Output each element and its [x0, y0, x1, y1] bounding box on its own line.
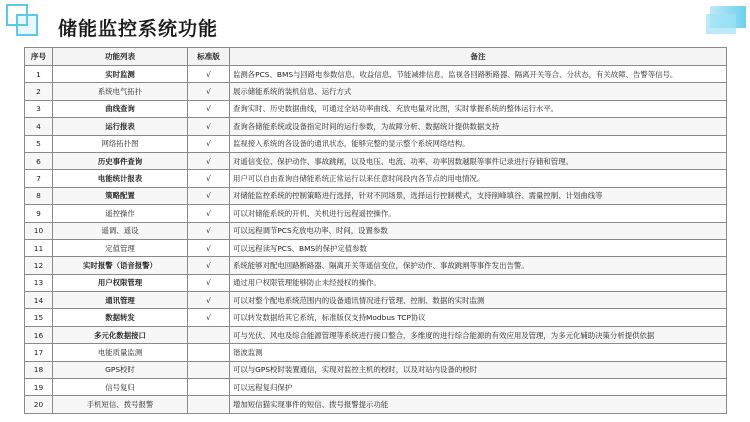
row-standard	[188, 396, 230, 413]
row-note: 对遥信变位、保护动作、事故跳闸，以及电压、电流、功率、功率因数越限等事件记录进行存储和管理。	[230, 152, 727, 169]
row-number: 4	[25, 118, 53, 135]
row-note: 监测各PCS、BMS与回路电参数信息、收益信息、节能减排信息，监视各回路断路器、隔离开关等合、分状态，有关故障、告警等信号。	[230, 66, 727, 83]
row-standard	[188, 379, 230, 396]
table-header-row	[25, 48, 727, 66]
row-note: 可以与GPS校时装置通信，实现对监控主机的校时，以及对站内设备的校时	[230, 361, 727, 378]
table-row	[25, 396, 727, 413]
row-function: 手机短信、拨号报警	[53, 396, 188, 413]
row-number: 8	[25, 187, 53, 204]
page-title: 储能监控系统功能	[58, 18, 219, 40]
corner-decoration-left	[6, 4, 46, 44]
table-row	[25, 100, 727, 117]
row-note: 可以远程读写PCS、BMS的保护定值参数	[230, 239, 727, 256]
row-number: 6	[25, 152, 53, 169]
row-note: 增加短信猫实现事件的短信、拨号报警提示功能	[230, 396, 727, 413]
row-standard: √	[188, 187, 230, 204]
table-row	[25, 344, 727, 361]
row-function: 电能统计报表	[53, 170, 188, 187]
row-note: 监视接入系统的各设备的通讯状态，能够完整的显示整个系统网络结构。	[230, 135, 727, 152]
row-note: 可以远程复归保护	[230, 379, 727, 396]
row-number: 5	[25, 135, 53, 152]
row-number: 20	[25, 396, 53, 413]
table-row	[25, 239, 727, 256]
row-note: 可与光伏、风电及综合能源管理等系统进行接口整合，多维度的进行综合能源的有效应用及管理，为多元化辅助决策分析提供依据	[230, 326, 727, 343]
table-row	[25, 274, 727, 291]
row-function: 通讯管理	[53, 292, 188, 309]
row-function: 运行报表	[53, 118, 188, 135]
row-standard: √	[188, 100, 230, 117]
table-row	[25, 326, 727, 343]
row-note: 展示储能系统的装机信息、运行方式	[230, 83, 727, 100]
row-function: 遥调、遥设	[53, 222, 188, 239]
row-note: 系统能够对配电回路断路器、隔离开关等遥信变位，保护动作、事故跳闸等事件发出告警。	[230, 257, 727, 274]
row-standard: √	[188, 222, 230, 239]
row-note: 可以对整个配电系统范围内的设备通讯情况进行管理、控制、数据的实时监测	[230, 292, 727, 309]
row-standard: √	[188, 292, 230, 309]
row-function: 系统电气拓扑	[53, 83, 188, 100]
row-number: 18	[25, 361, 53, 378]
table-row	[25, 222, 727, 239]
table-row	[25, 309, 727, 326]
row-standard: √	[188, 66, 230, 83]
header-function: 功能列表	[53, 48, 188, 66]
table-row	[25, 135, 727, 152]
row-note: 可以远程调节PCS充放电功率、时间，设置参数	[230, 222, 727, 239]
row-note: 谐波监测	[230, 344, 727, 361]
row-note: 可以转发数据给其它系统，标准版仅支持Modbus TCP协议	[230, 309, 727, 326]
row-number: 12	[25, 257, 53, 274]
row-standard	[188, 361, 230, 378]
row-function: 定值管理	[53, 239, 188, 256]
corner-decoration-right	[702, 6, 746, 36]
row-standard: √	[188, 274, 230, 291]
row-number: 17	[25, 344, 53, 361]
row-number: 19	[25, 379, 53, 396]
row-standard	[188, 326, 230, 343]
row-number: 15	[25, 309, 53, 326]
row-note: 通过用户权限管理能够防止未经授权的操作。	[230, 274, 727, 291]
row-function: 遥控操作	[53, 205, 188, 222]
row-number: 3	[25, 100, 53, 117]
row-standard: √	[188, 170, 230, 187]
row-function: GPS校时	[53, 361, 188, 378]
row-note: 查询各储能系统或设备指定时间的运行参数，为故障分析、数据统计提供数据支持	[230, 118, 727, 135]
row-standard: √	[188, 83, 230, 100]
row-function: 曲线查询	[53, 100, 188, 117]
row-number: 10	[25, 222, 53, 239]
table-row	[25, 118, 727, 135]
row-function: 实时报警（语音报警）	[53, 257, 188, 274]
header-note: 备注	[230, 48, 727, 66]
row-number: 9	[25, 205, 53, 222]
row-function: 实时监测	[53, 66, 188, 83]
row-standard: √	[188, 309, 230, 326]
row-number: 14	[25, 292, 53, 309]
function-table	[24, 47, 727, 414]
table-row	[25, 170, 727, 187]
row-number: 13	[25, 274, 53, 291]
row-number: 7	[25, 170, 53, 187]
row-number: 1	[25, 66, 53, 83]
table-row	[25, 66, 727, 83]
table-row	[25, 379, 727, 396]
row-function: 策略配置	[53, 187, 188, 204]
row-standard: √	[188, 135, 230, 152]
row-standard: √	[188, 239, 230, 256]
row-function: 多元化数据接口	[53, 326, 188, 343]
table-row	[25, 187, 727, 204]
row-standard: √	[188, 257, 230, 274]
row-standard: √	[188, 152, 230, 169]
table-row	[25, 83, 727, 100]
row-function: 历史事件查询	[53, 152, 188, 169]
row-note: 查询实时、历史数据曲线，可通过全站功率曲线、充放电量对比图，实时掌握系统的整体运行水平。	[230, 100, 727, 117]
row-standard: √	[188, 205, 230, 222]
row-function: 信号复归	[53, 379, 188, 396]
row-function: 数据转发	[53, 309, 188, 326]
row-standard	[188, 344, 230, 361]
table-row	[25, 292, 727, 309]
table-row	[25, 257, 727, 274]
row-standard: √	[188, 118, 230, 135]
row-number: 2	[25, 83, 53, 100]
row-note: 用户可以自由查询自储能系统正常运行以来任意时间段内各节点的用电情况。	[230, 170, 727, 187]
header-standard: 标准版	[188, 48, 230, 66]
row-note: 可以对储能系统的开机、关机进行远程遥控操作。	[230, 205, 727, 222]
table-row	[25, 361, 727, 378]
row-function: 用户权限管理	[53, 274, 188, 291]
row-function: 电能质量监测	[53, 344, 188, 361]
table-row	[25, 152, 727, 169]
table-row	[25, 205, 727, 222]
header-no: 序号	[25, 48, 53, 66]
row-number: 16	[25, 326, 53, 343]
row-number: 11	[25, 239, 53, 256]
row-function: 网络拓扑图	[53, 135, 188, 152]
row-note: 对储能监控系统的控制策略进行选择，针对不同场景，选择运行控制模式，支持削峰填谷、需量控制、计划曲线等	[230, 187, 727, 204]
